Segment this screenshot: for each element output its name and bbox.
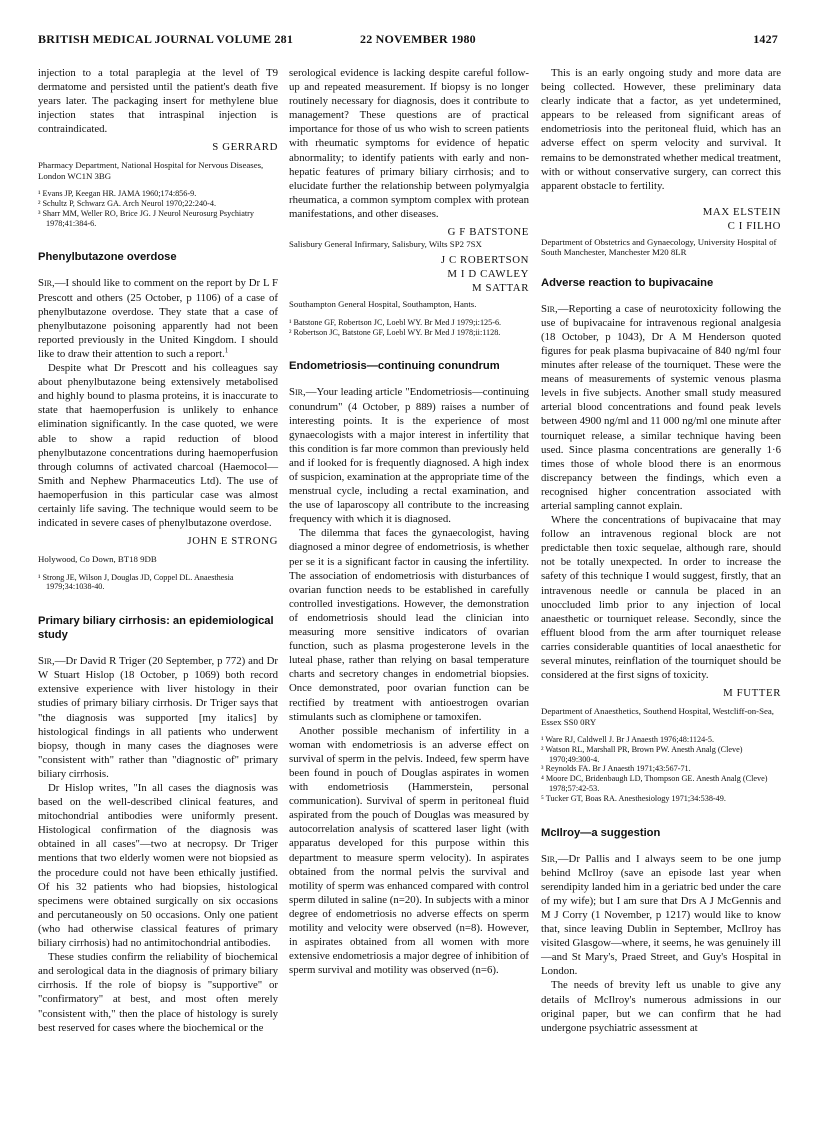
signature: C I FILHO (727, 219, 781, 232)
reference-list (289, 318, 529, 338)
letter-heading: Primary biliary cirrhosis: an epidemiological study (38, 615, 274, 642)
paragraph: —Your leading article "Endometriosis—continuing conundrum" (4 October, p 889) raises a number of interesting points. It is the experience of most gynaecologists with a major interest in infertility that this condition is far more common than previously held and if looked for is frequently diagnosed. A high index of suspicion, examination at the appropriate time of the menstrual cycle, including a rectal examination, and the use of laparoscopy all contribute to the increasing frequency with which it is diagnosed. (289, 386, 529, 526)
paragraph: This is an early ongoing study and more data are being collected. However, these preliminary data clearly indicate that a factor, as yet undetermined, appears to be released from significant areas of endometriosis into the peritoneal fluid, which has an adverse effect on sperm velocity and survival. It remains to be demonstrated whether medical treatment, with or without conservative surgery, can correct this apparent obstacle to fertility. (541, 67, 781, 192)
reference-item: ² Watson RL, Marshall PR, Brown PW. Anesth Analg (Cleve) 1970;49:300-4. (541, 744, 743, 764)
paragraph: —Dr David R Triger (20 September, p 772) and Dr W Stuart Hislop (18 October, p 1069) both record extensive experience with liver histology in their studies of primary biliary cirrhosis. Dr Triger says that "the diagnosis was supported [my italics] by histological findings in all patients who underwent biopsy, though in many cases the diagnoses were "consistent with" rather than "diagnostic of" primary biliary cirrhosis. (38, 655, 278, 780)
reference-item: ² Schultz P, Schwarz GA. Arch Neurol 1970;22:240-4. (38, 199, 217, 209)
paragraph: —Dr Pallis and I always seem to be one jump behind McIlroy (save an episode last year when serendipity landed him in a geriatric bed under the care of my wife); but I am sure that Drs A J McGennis and M J Corry (1 November, p 1217) would like to know that, since leaving Dublin in September, McIlroy has visited Glasgow—where, it seems, he was genuinely ill—and St Mary's, Praed Street, and Guy's Hospital in London. (541, 852, 781, 978)
author-address: Holywood, Co Down, BT18 9DB (38, 554, 157, 565)
continued-text: serological evidence is lacking despite careful follow-up and repeated measurement. If biopsy is no longer routinely necessary for diagnosis, does it contribute to management? These questions are of practical importance for those of us who wish to screen patients with rheumatic symptoms for evidence of hepatic abnormality; to identify patients with early and non-hepatic features of primary biliary cirrhosis; and to elucidate further the relationship between polymyalgia rheumatica, a common symptom complex with protean manifestations, and other diseases. (289, 67, 529, 220)
reference-list (541, 735, 781, 804)
author-address: Salisbury General Infirmary, Salisbury, Wilts SP2 7SX (289, 239, 482, 250)
letter-heading: Phenylbutazone overdose (38, 251, 177, 264)
column-3 (541, 66, 781, 1035)
signature: JOHN E STRONG (187, 535, 278, 548)
reference-item: ³ Sharr MM, Weller RO, Brice JG. J Neurol Neurosurg Psychiatry 1978;41:384-6. (38, 208, 254, 228)
reference-item: ⁵ Tucker GT, Boas RA. Anesthesiology 1971;34:538-49. (541, 793, 726, 803)
signature: M SATTAR (471, 282, 529, 295)
salutation: Sir, (541, 852, 558, 865)
paragraph: The needs of brevity left us unable to give any details of McIlroy's numerous admissions in our original paper, but we can confirm that he had undergone psychiatric assessment at (541, 979, 781, 1034)
running-header (38, 32, 778, 52)
paragraph: Despite what Dr Prescott and his colleagues say about phenylbutazone being extensively metabolised and highly bound to plasma proteins, it is inaccurate to state that haemoperfusion is unlikely to enhance elimination significantly. In the case quoted, we were able to show a rapid reduction of blood phenylbutazone concentrations during haemoperfusion through columns of activated charcoal (Haemocol—Smith and Nephew Pharmaceutics Ltd). The use of haemoperfusion in this particular case was almost certainly life saving. The technique would seem to be indicated in severe cases of phenylbutazone overdose. (38, 362, 278, 530)
paragraph: Dr Hislop writes, "In all cases the diagnosis was based on the well-described clinical features, and mitochondrial antibodies were uniformly present. Histological confirmation of the diagnosis was obtained in all cases"—two at necropsy. Dr Triger mentions that two elderly women were not biopsied as the procedure could not have been ethically justified. Of his 32 patients who had biopsies, histological specimens were obtained surgically on six occasions and percutaneously on 50 occasions. Only one patient (who had otherwise classical features of primary biliary cirrhosis) had no antimitochondrial antibodies. (38, 782, 278, 950)
reference-item: ⁴ Moore DC, Bridenbaugh LD, Thompson GE. Anesth Analg (Cleve) 1978;57:42-53. (541, 774, 768, 793)
issue-date: 22 NOVEMBER 1980 (360, 32, 476, 46)
page-number: 1427 (753, 32, 778, 46)
paragraph: Another possible mechanism of infertility in a woman with endometriosis is an adverse effect on survival of sperm in the pelvis. Indeed, few sperm have been found in pouch of Douglas aspirates in women with endometriosis (Hammerstein, personal communication). Survival of sperm in peritoneal fluid aspirated from the pouch of Douglas was measured by autocorrelation analysis of scattered laser light (with apparatus developed for this purpose within this department to measure sperm velocity). In aspirates obtained from the normal pelvis the survival and motility of sperm was enhanced compared with control sperm diluted in saline (n=20). In subjects with a minor degree of endometriosis no adverse effects on sperm motility and velocity were observed (n=8). However, in aspirates obtained from all women with more extensive endometriosis a major degree of inhibition of sperm survival and motility was observed (n=6). (289, 724, 529, 977)
signature: M FUTTER (723, 687, 781, 700)
salutation: Sir, (38, 277, 55, 290)
reference-item: ¹ Batstone GF, Robertson JC, Loebl WY. Br Med J 1979;i:125-6. (289, 317, 502, 327)
author-address: Department of Anaesthetics, Southend Hospital, Westcliff-on-Sea, Essex SS0 0RY (541, 706, 775, 727)
column-1: injection to a total paraplegia at the level of T9 dermatome and persisted until the patient's death five years later. The packaging insert for methylene blue injection states that intraspinal injection is contraindicated. S GERRARD Pharmacy Department, National Hospital for Nervous Diseases, London WC1N 3BG ¹ Evans JP, Keegan HR. JAMA 1960;174:856-9. ² Schultz P, Schwarz GA. Arch Neurol 1970;22:240-4. ³ Sharr MM, Weller RO, Brice JG. J Neurol Neurosurg Psychiatry 1978;41:384-6. Phenylbutazone overdose Sir,—I should like to comment on the report by Dr L F Prescott and others (25 October, p 1106) of a case of phenylbutazone overdose. They state that a case of phenylbutazone poisoning apparently had not been reported previously in the United Kingdom. I should like to draw their attention to such a report.$^1$ Despite what Dr Prescott and his colleagues say about phenylbutazone being extensively metabolised and highly bound to plasma proteins, it is inaccurate to state that haemoperfusion is unlikely to enhance elimination significantly. In the case quoted, we were able to show a rapid reduction of blood phenylbutazone concentrations during haemoperfusion through columns of activated charcoal (Haemocol—Smith and Nephew Pharmaceutics Ltd). The use of haemoperfusion in this particular case was almost certainly life saving. The technique would seem to be indicated in severe cases of phenylbutazone overdose. JOHN E STRONG Holywood, Co Down, BT18 9DB ¹ Strong JE, Wilson J, Douglas JD, Coppel DL. Anaesthesia 1979;34:1038-40. Primary biliary cirrhosis: an epidemiological study Sir,—Dr David R Triger (20 September, p 772) and Dr W Stuart Hislop (18 October, p 1069) both record extensive experience with liver histology in their studies of primary biliary cirrhosis. Dr Triger says that "the diagnosis was supported [my italics] by histological findings in all patients who underwent biopsy, though in many cases the diagnoses were "consistent with" rather than "diagnostic of" primary biliary cirrhosis. Dr Hislop writes, "In all cases the diagnosis was based on the well-described clinical features, and mitochondrial antibodies were uniformly present. Histological confirmation of the diagnosis was obtained in all cases"—two at necropsy. Dr Triger mentions that two elderly women were not biopsied as the procedure could not have been ethically justified. Of his 32 patients who had biopsies, histological specimens were obtained surgically on six occasions and percutaneously on 50 occasions. Only one patient (who had otherwise classical features of primary biliary cirrhosis) had no antimitochondrial antibodies. These studies confirm the reliability of biochemical and serological data in the diagnosis of primary biliary cirrhosis. If the role of biopsy is "supportive" or "confirmatory" at best, and most often merely "consistent with," then the place of histology is surely best reserved for cases where the biochemical or the (38, 67, 278, 1034)
paragraph: These studies confirm the reliability of biochemical and serological data in the diagnosis of primary biliary cirrhosis. If the role of biopsy is "supportive" or "confirmatory" at best, and most often merely "consistent with," then the place of histology is surely best reserved for cases where the biochemical or the (38, 951, 278, 1034)
author-address: Pharmacy Department, National Hospital for Nervous Diseases, London WC1N 3BG (38, 160, 264, 181)
signature: S GERRARD (212, 141, 278, 154)
letter-heading: Endometriosis—continuing conundrum (289, 360, 500, 373)
paragraph: The dilemma that faces the gynaecologist, having diagnosed a minor degree of endometriosis, is whether per se it is a significant factor in causing the infertility. The association of endometriosis with disturbances of ovarian function needs to be established in carefully controlled investigations. However, the demonstration of endometriosis should lead the clinician into measuring more sensitive indicators of ovarian function, such as plasma progesterone levels in the luteal phase, rather than relying on basal temperature charts and secretory changes in endometrial biopsies. Once demonstrated, poor ovarian function can be rectified by treatment with antioestrogen ovarian stimulants such as clomiphene or tamoxifen. (289, 527, 529, 723)
paragraph: —Reporting a case of neurotoxicity following the use of bupivacaine for intravenous regional analgesia (18 October, p 1043), Dr A M Henderson quoted figures for peak plasma bupivacaine of 840 ng/ml four minutes after release of the tourniquet. These were the means of measurements of systemic venous plasma levels in five subjects. Another small study measured arterial blood concentrations and found peak levels between 4900 ng/ml and 11 000 ng/ml one minute after tourniquet release, a similar technique having been used. Since plasma concentrations are generally 1·6 times those of whole blood there is an enormous discrepancy between the findings, which even a recognised higher concentration associated with arterial sampling cannot explain. (541, 302, 781, 512)
signature: MAX ELSTEIN (702, 205, 781, 218)
reference-item: ³ Reynolds FA. Br J Anaesth 1971;43:567-71. (541, 764, 691, 774)
journal-title: BRITISH MEDICAL JOURNAL VOLUME 281 (38, 32, 294, 46)
paragraph: Where the concentrations of bupivacaine that may follow an intravenous regional block are not predictable then toxic sequelae, although rare, should not be totally unexpected. In order to increase the safety of this technique I would suggest, firstly, that an intravenous needle or cannula be placed in an unoccluded limb prior to any injection of local anaesthetic or tourniquet release. Secondly, since the effluent blood from the arm after tourniquet release carries considerable quantities of local anaesthetic for several minutes, reinflation of the tourniquet should be considered at the first signs of toxicity. (541, 514, 781, 682)
reference-item: ¹ Strong JE, Wilson J, Douglas JD, Coppel DL. Anaesthesia 1979;34:1038-40. (38, 572, 234, 592)
reference-item: ² Robertson JC, Batstone GF, Loebl WY. Br Med J 1978;ii:1128. (289, 327, 501, 337)
salutation: Sir, (289, 386, 306, 399)
author-address: Department of Obstetrics and Gynaecology, University Hospital of South Manchester, Manchester M20 8LR (541, 236, 777, 258)
letter-heading: McIlroy—a suggestion (541, 826, 661, 839)
signature: G F BATSTONE (447, 226, 529, 239)
author-address: Southampton General Hospital, Southampton, Hants. (289, 299, 477, 310)
salutation: Sir, (38, 655, 55, 668)
reference-item: ¹ Evans JP, Keegan HR. JAMA 1960;174:856-9. (38, 189, 197, 199)
signature: J C ROBERTSON (440, 254, 529, 267)
signature: M I D CAWLEY (447, 268, 529, 281)
paragraph: —I should like to comment on the report by Dr L F Prescott and others (25 October, p 1106) of a case of phenylbutazone overdose. They state that a case of phenylbutazone poisoning apparently had not been reported previously in the United Kingdom. I should like to draw their attention to such a report. (38, 277, 278, 360)
letter-heading: Adverse reaction to bupivacaine (541, 276, 714, 289)
continued-text: injection to a total paraplegia at the level of T9 dermatome and persisted until the patient's death five years later. The packaging insert for methylene blue injection states that intraspinal injection is contraindicated. (38, 67, 278, 136)
reference-list (38, 189, 278, 228)
column-2 (289, 66, 529, 977)
reference-item: ¹ Ware RJ, Caldwell J. Br J Anaesth 1976;48:1124-5. (541, 735, 715, 744)
salutation: Sir, (541, 302, 558, 315)
reference-list (38, 573, 278, 593)
